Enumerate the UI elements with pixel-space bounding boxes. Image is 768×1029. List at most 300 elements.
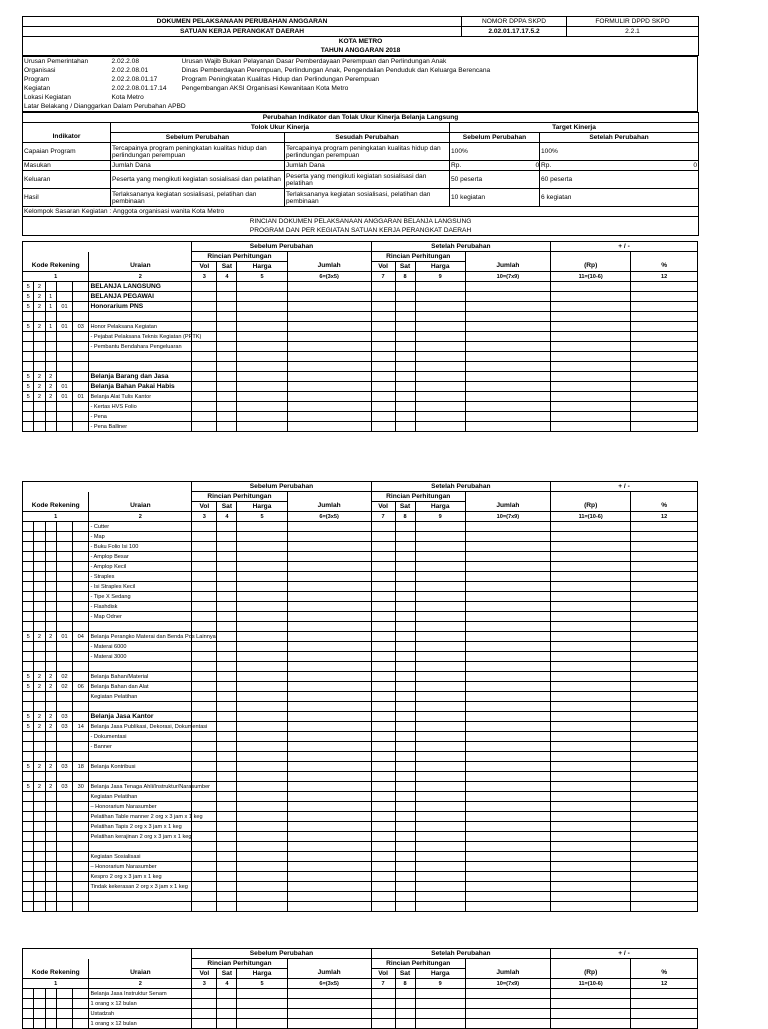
kode-rekening-cell [45, 752, 56, 762]
amount-cell [465, 692, 550, 702]
kode-rekening-cell: 2 [45, 632, 56, 642]
kode-rekening-cell [34, 742, 45, 752]
kode-rekening-cell [45, 989, 56, 999]
kode-rekening-cell [56, 999, 72, 1009]
kode-rekening-cell [56, 892, 72, 902]
amount-cell [631, 532, 698, 542]
amount-cell [287, 892, 371, 902]
amount-cell [287, 732, 371, 742]
kode-rekening-cell [23, 872, 34, 882]
amount-cell [415, 989, 465, 999]
table-row [23, 702, 698, 712]
indikator-sesudah: Jumlah Dana [285, 161, 450, 171]
amount-cell [371, 672, 395, 682]
indikator-name: Capaian Program [23, 143, 111, 161]
kode-rekening-cell [34, 802, 45, 812]
amount-cell [551, 882, 631, 892]
amount-cell [395, 652, 415, 662]
kode-rekening-cell [45, 542, 56, 552]
kode-rekening-cell [45, 282, 56, 292]
amount-cell [287, 672, 371, 682]
kode-rekening-cell [23, 812, 34, 822]
amount-cell [217, 782, 237, 792]
amount-cell [237, 882, 287, 892]
amount-cell [551, 532, 631, 542]
col-sesudah: Sesudah Perubahan [285, 133, 450, 143]
amount-cell [395, 642, 415, 652]
amount-cell [287, 292, 371, 302]
amount-cell [631, 322, 698, 332]
amount-cell [415, 412, 465, 422]
budget-table [22, 948, 698, 1029]
amount-cell [551, 622, 631, 632]
amount-cell [371, 1019, 395, 1029]
table-row [23, 602, 698, 612]
kode-rekening-cell [56, 592, 72, 602]
amount-cell [192, 652, 217, 662]
kode-rekening-cell: 5 [23, 682, 34, 692]
kode-rekening-cell [23, 342, 34, 352]
amount-cell [415, 642, 465, 652]
amount-cell [551, 999, 631, 1009]
sat-header: Sat [217, 969, 237, 979]
amount-cell [237, 302, 287, 312]
harga-header: Harga [415, 262, 465, 272]
amount-cell [192, 882, 217, 892]
amount-cell [631, 802, 698, 812]
amount-cell [237, 772, 287, 782]
amount-cell [395, 602, 415, 612]
kode-rekening-cell [73, 412, 89, 422]
amount-cell [192, 292, 217, 302]
amount-cell [287, 622, 371, 632]
col-number: 8 [395, 272, 415, 282]
kode-rekening-cell [34, 312, 45, 322]
amount-cell [631, 542, 698, 552]
amount-cell [415, 282, 465, 292]
table-row [23, 882, 698, 892]
kode-rekening-cell [56, 662, 72, 672]
amount-cell [551, 732, 631, 742]
kode-rekening-cell: 5 [23, 382, 34, 392]
amount-cell [192, 572, 217, 582]
table-row [23, 712, 698, 722]
amount-cell [287, 852, 371, 862]
kode-rekening-cell: 2 [45, 712, 56, 722]
kode-rekening-cell [34, 832, 45, 842]
amount-cell [217, 762, 237, 772]
amount-cell [465, 652, 550, 662]
amount-cell [287, 842, 371, 852]
target-setelah-value: 0 [690, 161, 699, 171]
amount-cell [395, 902, 415, 912]
indikator-sebelum: Jumlah Dana [111, 161, 285, 171]
target-setelah-value [690, 189, 699, 207]
amount-cell [551, 562, 631, 572]
amount-cell [287, 602, 371, 612]
amount-cell [551, 989, 631, 999]
kode-rekening-cell: 30 [73, 782, 89, 792]
amount-cell [287, 552, 371, 562]
uraian-cell: Belanja Bahan Pakai Habis [89, 382, 192, 392]
amount-cell [192, 742, 217, 752]
sat-header: Sat [395, 502, 415, 512]
amount-cell [371, 372, 395, 382]
rp-header: (Rp) [551, 502, 631, 512]
amount-cell [287, 642, 371, 652]
col-number: 12 [631, 979, 698, 989]
amount-cell [217, 832, 237, 842]
uraian-cell: Kegiatan Pelatihan [89, 692, 192, 702]
amount-cell [192, 702, 217, 712]
amount-cell [287, 632, 371, 642]
amount-cell [395, 422, 415, 432]
kode-rekening-cell: 5 [23, 302, 34, 312]
rincian-header: Rincian Perhitungan [192, 252, 287, 262]
kode-rekening-cell [34, 582, 45, 592]
amount-cell [217, 902, 237, 912]
uraian-cell: Pelatihan Tapis 2 org x 3 jam x 1 keg [89, 822, 192, 832]
amount-cell [371, 562, 395, 572]
amount-cell [551, 842, 631, 852]
amount-cell [551, 312, 631, 322]
amount-cell [217, 572, 237, 582]
amount-cell [631, 999, 698, 1009]
kode-rekening-cell [73, 342, 89, 352]
col-number: 12 [631, 512, 698, 522]
kode-rekening-cell: 5 [23, 762, 34, 772]
table-row [23, 312, 698, 322]
col-number: 5 [237, 979, 287, 989]
kode-rekening-cell: 02 [56, 672, 72, 682]
kode-rekening-cell [56, 882, 72, 892]
indikator-table [22, 112, 699, 236]
amount-cell [217, 989, 237, 999]
amount-cell [631, 622, 698, 632]
amount-cell [237, 702, 287, 712]
kode-rekening-cell [34, 622, 45, 632]
amount-cell [395, 742, 415, 752]
amount-cell [371, 999, 395, 1009]
amount-cell [395, 832, 415, 842]
amount-cell [192, 392, 217, 402]
kode-rekening-cell [73, 522, 89, 532]
uraian-cell [89, 842, 192, 852]
rincian-header: Rincian Perhitungan [371, 959, 465, 969]
amount-cell [217, 772, 237, 782]
amount-cell [395, 989, 415, 999]
uraian-cell [89, 352, 192, 362]
info-desc [181, 93, 698, 102]
setelah-perubahan-header: Setelah Perubahan [371, 482, 550, 492]
info-code: 2.02.2.08.01 [111, 66, 149, 74]
kode-rekening-cell [45, 702, 56, 712]
amount-cell [217, 672, 237, 682]
amount-cell [192, 622, 217, 632]
amount-cell [237, 532, 287, 542]
kode-rekening-cell [34, 902, 45, 912]
kode-rekening-cell [56, 792, 72, 802]
amount-cell [415, 732, 465, 742]
amount-cell [415, 622, 465, 632]
target-setelah: Rp. [540, 161, 690, 171]
uraian-cell: Pelatihan Table manner 2 org x 3 jam x 1 keg [90, 813, 203, 820]
info-row [23, 93, 698, 102]
kode-rekening-cell [34, 822, 45, 832]
sebelum-perubahan-header: Sebelum Perubahan [192, 242, 371, 252]
kode-rekening-cell [45, 852, 56, 862]
kode-rekening-cell: 2 [34, 672, 45, 682]
amount-cell [371, 582, 395, 592]
amount-cell [631, 752, 698, 762]
amount-cell [217, 702, 237, 712]
kode-rekening-cell: 2 [34, 292, 45, 302]
amount-cell [192, 672, 217, 682]
kode-rekening-cell [23, 842, 34, 852]
kode-rekening-cell [56, 742, 72, 752]
amount-cell [192, 1009, 217, 1019]
col-number: 6=(3x5) [287, 512, 371, 522]
sebelum-perubahan-header: Sebelum Perubahan [192, 482, 371, 492]
kode-rekening-cell [56, 1009, 72, 1019]
kode-rekening-cell [23, 532, 34, 542]
kode-rekening-cell [73, 812, 89, 822]
amount-cell [465, 792, 550, 802]
amount-cell [415, 392, 465, 402]
amount-cell [551, 642, 631, 652]
amount-cell [287, 332, 371, 342]
amount-cell [237, 312, 287, 322]
kode-rekening-cell [34, 892, 45, 902]
rp-header: (Rp) [551, 262, 631, 272]
amount-cell [551, 342, 631, 352]
kode-rekening-cell [56, 562, 72, 572]
amount-cell [551, 372, 631, 382]
kode-rekening-cell [45, 692, 56, 702]
amount-cell [551, 852, 631, 862]
amount-cell [371, 292, 395, 302]
uraian-cell: - Materai 3000 [89, 652, 192, 662]
amount-cell [371, 392, 395, 402]
amount-cell [287, 702, 371, 712]
kode-rekening-cell [45, 772, 56, 782]
kode-rekening-cell: 5 [23, 372, 34, 382]
table-row [23, 832, 698, 842]
target-sebelum: Rp. [450, 161, 535, 171]
table-row [23, 332, 698, 342]
amount-cell [217, 302, 237, 312]
amount-cell [631, 692, 698, 702]
amount-cell [415, 902, 465, 912]
col-number: 7 [371, 979, 395, 989]
amount-cell [217, 402, 237, 412]
amount-cell [631, 732, 698, 742]
amount-cell [287, 882, 371, 892]
amount-cell [237, 672, 287, 682]
formulir-label: FORMULIR DPPD SKPD [567, 17, 699, 27]
amount-cell [237, 352, 287, 362]
amount-cell [551, 762, 631, 772]
amount-cell [237, 572, 287, 582]
harga-header: Harga [415, 502, 465, 512]
kode-rekening-cell [23, 1019, 34, 1029]
amount-cell [237, 782, 287, 792]
amount-cell [217, 382, 237, 392]
col-number: 7 [371, 512, 395, 522]
amount-cell [415, 562, 465, 572]
kode-rekening-cell: 1 [45, 322, 56, 332]
amount-cell [217, 682, 237, 692]
kode-rekening-cell [45, 602, 56, 612]
amount-cell [237, 342, 287, 352]
amount-cell [192, 682, 217, 692]
table-row [23, 782, 698, 792]
amount-cell [237, 282, 287, 292]
kode-rekening-cell: 2 [45, 682, 56, 692]
kode-rekening-cell [45, 732, 56, 742]
amount-cell [395, 592, 415, 602]
info-desc: Program Peningkatan Kualitas Hidup dan Perlindungan Perempuan [181, 75, 380, 83]
kode-rekening-cell [73, 712, 89, 722]
kode-rekening-cell [73, 372, 89, 382]
pct-header: % [631, 262, 698, 272]
amount-cell [237, 612, 287, 622]
kode-rekening-cell [45, 642, 56, 652]
amount-cell [395, 1019, 415, 1029]
amount-cell [287, 412, 371, 422]
amount-cell [551, 582, 631, 592]
amount-cell [192, 792, 217, 802]
amount-cell [287, 532, 371, 542]
target-sebelum: 100% [450, 143, 535, 161]
kode-rekening-header: Kode Rekening [23, 969, 89, 979]
table-row [23, 642, 698, 652]
amount-cell [237, 402, 287, 412]
kode-rekening-cell: 04 [73, 632, 89, 642]
amount-cell [371, 732, 395, 742]
kode-rekening-cell [23, 642, 34, 652]
table-row [23, 902, 698, 912]
kode-rekening-cell [56, 552, 72, 562]
amount-cell [237, 762, 287, 772]
table-row [23, 989, 698, 999]
amount-cell [371, 802, 395, 812]
amount-cell [217, 322, 237, 332]
kode-rekening-cell [56, 412, 72, 422]
kode-rekening-cell [23, 742, 34, 752]
amount-cell [371, 642, 395, 652]
amount-cell [192, 762, 217, 772]
amount-cell [192, 732, 217, 742]
amount-cell [192, 362, 217, 372]
col-number: 6=(3x5) [287, 272, 371, 282]
kode-rekening-cell [45, 532, 56, 542]
table-row [23, 292, 698, 302]
col-number: 3 [192, 272, 217, 282]
amount-cell [395, 632, 415, 642]
uraian-cell: 1 orang x 12 bulan [89, 999, 192, 1009]
amount-cell [631, 792, 698, 802]
amount-cell [631, 352, 698, 362]
uraian-cell: Kegiatan Pelatihan [89, 792, 192, 802]
table-row [23, 672, 698, 682]
amount-cell [287, 902, 371, 912]
budget-section-1 [22, 241, 698, 432]
col-number: 11=(10-6) [551, 512, 631, 522]
info-code: Kota Metro [111, 93, 144, 101]
kode-rekening-cell: 2 [45, 392, 56, 402]
kode-rekening-cell: 03 [56, 712, 72, 722]
col-number: 2 [89, 272, 192, 282]
table-row [23, 892, 698, 902]
amount-cell [465, 672, 550, 682]
table-row [23, 762, 698, 772]
kode-rekening-cell [23, 792, 34, 802]
uraian-cell: - Flashdisk [89, 602, 192, 612]
amount-cell [217, 412, 237, 422]
amount-cell [371, 382, 395, 392]
col-number: 3 [192, 512, 217, 522]
amount-cell [465, 782, 550, 792]
amount-cell [551, 302, 631, 312]
amount-cell [415, 632, 465, 642]
kode-rekening-cell [73, 572, 89, 582]
kode-rekening-cell [23, 1009, 34, 1019]
kode-rekening-cell [34, 999, 45, 1009]
uraian-cell: - Cutter [89, 522, 192, 532]
amount-cell [287, 752, 371, 762]
amount-cell [551, 672, 631, 682]
amount-cell [415, 802, 465, 812]
col-number: 4 [217, 979, 237, 989]
amount-cell [465, 412, 550, 422]
uraian-cell [89, 902, 192, 912]
kode-rekening-cell [73, 672, 89, 682]
amount-cell [551, 572, 631, 582]
amount-cell [371, 822, 395, 832]
kode-rekening-cell: 2 [45, 762, 56, 772]
amount-cell [217, 1019, 237, 1029]
amount-cell [395, 572, 415, 582]
amount-cell [551, 602, 631, 612]
amount-cell [371, 742, 395, 752]
kode-rekening-cell [56, 1019, 72, 1029]
col-number: 4 [217, 512, 237, 522]
table-row [23, 812, 698, 822]
amount-cell [217, 542, 237, 552]
amount-cell [465, 1019, 550, 1029]
uraian-cell: - Pena [89, 412, 192, 422]
amount-cell [631, 872, 698, 882]
kode-rekening-cell [34, 692, 45, 702]
kode-rekening-cell [73, 652, 89, 662]
amount-cell [415, 312, 465, 322]
amount-cell [371, 702, 395, 712]
amount-cell [287, 522, 371, 532]
col-number: 3 [192, 979, 217, 989]
amount-cell [631, 602, 698, 612]
amount-cell [415, 662, 465, 672]
kode-rekening-cell [23, 892, 34, 902]
amount-cell [287, 362, 371, 372]
table-row [23, 582, 698, 592]
amount-cell [217, 882, 237, 892]
uraian-cell: Belanja Kontribusi [89, 762, 192, 772]
uraian-cell: Belanja Bahan/Material [89, 672, 192, 682]
amount-cell [631, 672, 698, 682]
amount-cell [371, 622, 395, 632]
kode-rekening-cell [73, 562, 89, 572]
